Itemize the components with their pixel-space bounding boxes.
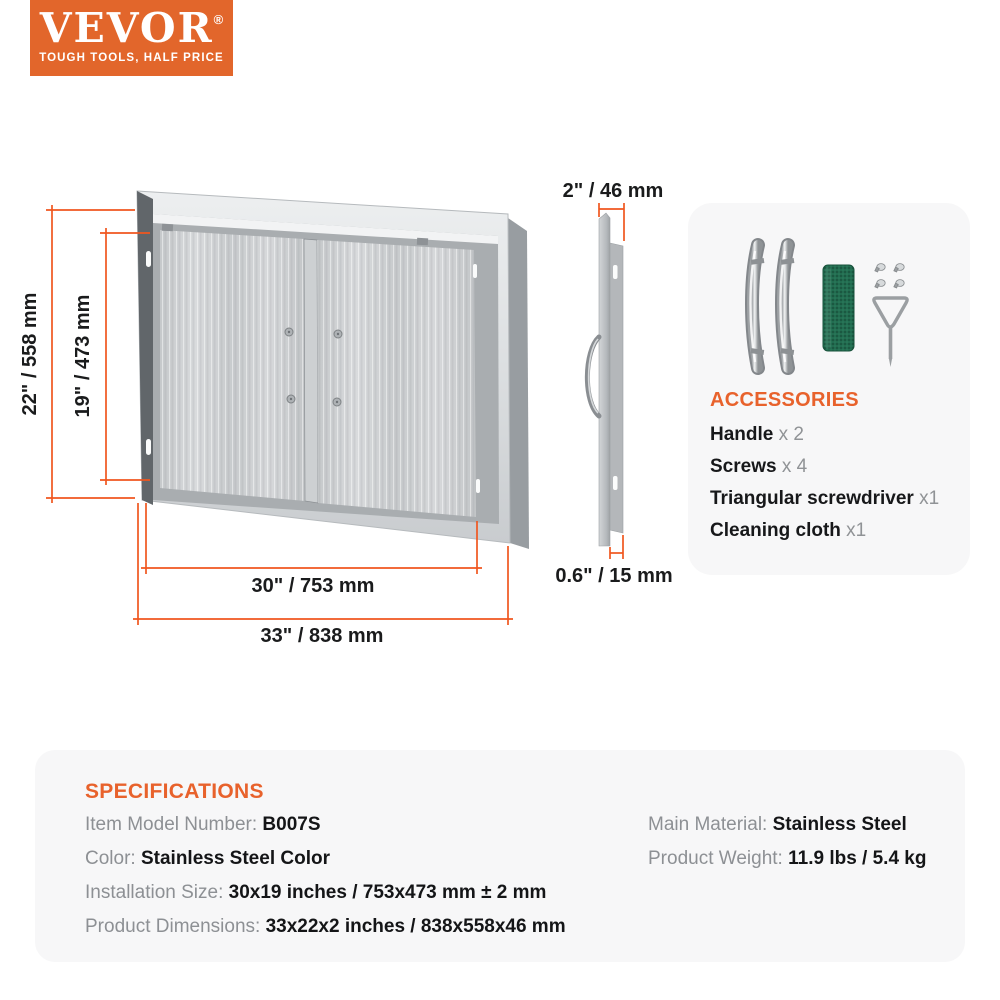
door-divider <box>304 239 318 503</box>
accessory-item <box>710 424 804 446</box>
spec-value: 30x19 inches / 753x473 mm ± 2 mm <box>228 882 547 903</box>
vevor-logo <box>30 0 233 76</box>
spec-value: 33x22x2 inches / 838x558x46 mm <box>265 916 566 937</box>
spec-row <box>85 848 330 870</box>
door-front-view <box>137 191 529 549</box>
accessories-icons <box>688 223 970 383</box>
mount-slot <box>146 251 151 267</box>
spec-label: Product Weight: <box>648 848 789 869</box>
label-inner-width: 30" / 753 mm <box>251 575 375 597</box>
accessory-item <box>710 488 939 510</box>
specifications-title: SPECIFICATIONS <box>85 780 264 803</box>
accessories-title: ACCESSORIES <box>710 389 859 411</box>
spec-value: Stainless Steel Color <box>140 848 330 869</box>
mount-slot <box>146 439 151 455</box>
spec-row <box>85 882 546 904</box>
brand-name-text: VEVOR <box>39 4 214 52</box>
spec-value: B007S <box>262 814 321 835</box>
label-side-bottom-depth: 0.6" / 15 mm <box>555 565 673 587</box>
mount-slot <box>476 479 480 493</box>
cleaning-cloth-icon <box>823 265 854 351</box>
mount-slot <box>613 265 618 279</box>
label-outer-width: 33" / 838 mm <box>260 625 384 647</box>
spec-label: Main Material: <box>648 814 773 835</box>
brand-name <box>30 0 233 52</box>
accessories-card <box>688 203 970 575</box>
spec-value: Stainless Steel <box>772 814 907 835</box>
dim-side-bottom-depth <box>610 535 623 559</box>
accessory-qty: x1 <box>840 520 867 541</box>
spec-label: Product Dimensions: <box>85 916 266 937</box>
spec-value: 11.9 lbs / 5.4 kg <box>788 848 927 869</box>
door-side-view <box>587 213 623 546</box>
handle-icon <box>751 245 765 368</box>
accessory-qty: x 4 <box>776 456 808 477</box>
hinge-icon <box>162 224 173 232</box>
handle-icon <box>781 245 795 368</box>
accessory-name: Cleaning cloth <box>710 520 841 541</box>
spec-label: Installation Size: <box>85 882 229 903</box>
accessory-name: Screws <box>710 456 777 477</box>
mount-slot <box>613 476 618 490</box>
accessory-name: Handle <box>710 424 774 445</box>
spec-label: Color: <box>85 848 141 869</box>
spec-row <box>648 814 907 836</box>
brand-tagline: TOUGH TOOLS, HALF PRICE <box>39 52 224 64</box>
screws-icon <box>875 264 904 288</box>
registered-mark: ® <box>213 12 224 27</box>
label-side-top-depth: 2" / 46 mm <box>562 180 664 202</box>
accessory-name: Triangular screwdriver <box>710 488 914 509</box>
spec-label: Item Model Number: <box>85 814 263 835</box>
accessory-qty: x 2 <box>773 424 804 445</box>
spec-row <box>648 848 926 870</box>
label-inner-height: 19" / 473 mm <box>72 294 94 418</box>
label-outer-height: 22" / 558 mm <box>19 292 41 416</box>
accessory-item <box>710 456 807 478</box>
triangular-screwdriver-icon <box>874 298 907 367</box>
accessory-item <box>710 520 866 542</box>
mount-slot <box>473 264 477 278</box>
door-back-flange <box>508 218 529 549</box>
door-right-panel-texture <box>317 240 476 517</box>
spec-row <box>85 916 566 938</box>
specifications-card <box>35 750 965 962</box>
side-front-bar <box>599 213 610 546</box>
door-left-panel-texture <box>160 230 305 501</box>
hinge-icon <box>417 238 428 246</box>
accessory-qty: x1 <box>913 488 940 509</box>
spec-row <box>85 814 321 836</box>
